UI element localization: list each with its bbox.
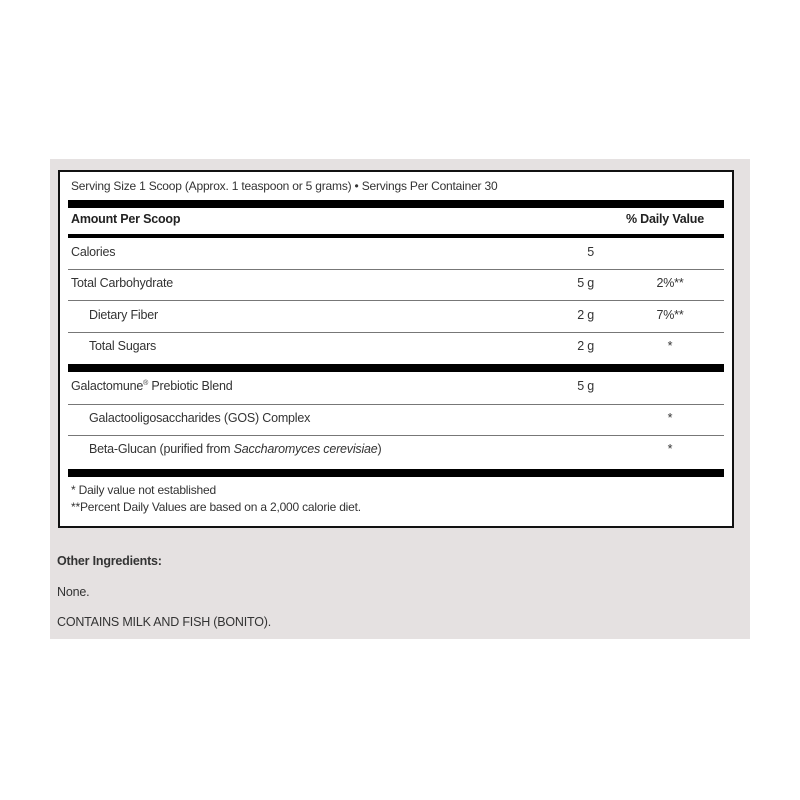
row-calories-amount: 5 <box>587 245 594 259</box>
other-ingredients-value: None. <box>57 585 90 599</box>
divider-thin <box>68 332 724 333</box>
supplement-facts-panel <box>50 159 750 639</box>
blend-name-suffix: Prebiotic Blend <box>148 379 233 393</box>
row-gos-dv: * <box>667 411 673 425</box>
betaglucan-suffix: ) <box>377 442 382 456</box>
row-betaglucan-name <box>89 442 382 456</box>
row-carb-name: Total Carbohydrate <box>71 276 174 290</box>
row-sugars-name: Total Sugars <box>89 339 157 353</box>
row-carb-dv: 2%** <box>656 276 684 290</box>
divider-thick <box>68 200 724 208</box>
row-blend-name <box>71 379 232 393</box>
row-calories-name: Calories <box>71 245 116 259</box>
footnote-daily-value: * Daily value not established <box>71 483 216 497</box>
divider-thick <box>68 364 724 372</box>
row-sugars-amount: 2 g <box>577 339 594 353</box>
allergen-statement: CONTAINS MILK AND FISH (BONITO). <box>57 615 271 629</box>
registered-mark: ® <box>143 379 149 387</box>
row-sugars-dv: * <box>667 339 673 353</box>
row-carb-amount: 5 g <box>577 276 594 290</box>
row-betaglucan-dv: * <box>667 442 673 456</box>
divider-thin <box>68 269 724 270</box>
row-blend-amount: 5 g <box>577 379 594 393</box>
serving-info: Serving Size 1 Scoop (Approx. 1 teaspoon or 5 grams) • Servings Per Container 30 <box>71 179 498 193</box>
row-fiber-amount: 2 g <box>577 308 594 322</box>
footnote-percent: **Percent Daily Values are based on a 2,000 calorie diet. <box>71 500 361 514</box>
row-gos-name: Galactooligosaccharides (GOS) Complex <box>89 411 311 425</box>
betaglucan-italic: Saccharomyces cerevisiae <box>233 442 378 456</box>
row-fiber-dv: 7%** <box>656 308 684 322</box>
other-ingredients-heading: Other Ingredients: <box>57 554 162 568</box>
divider-thin <box>68 300 724 301</box>
row-fiber-name: Dietary Fiber <box>89 308 158 322</box>
divider-medium <box>68 234 724 238</box>
divider-thin <box>68 404 724 405</box>
supplement-facts-table <box>58 170 734 528</box>
amount-per-header: Amount Per Scoop <box>71 212 181 226</box>
betaglucan-prefix: Beta-Glucan (purified from <box>89 442 234 456</box>
daily-value-header: % Daily Value <box>626 212 704 226</box>
divider-thin <box>68 435 724 436</box>
divider-thick <box>68 469 724 477</box>
blend-name: Galactomune <box>71 379 144 393</box>
